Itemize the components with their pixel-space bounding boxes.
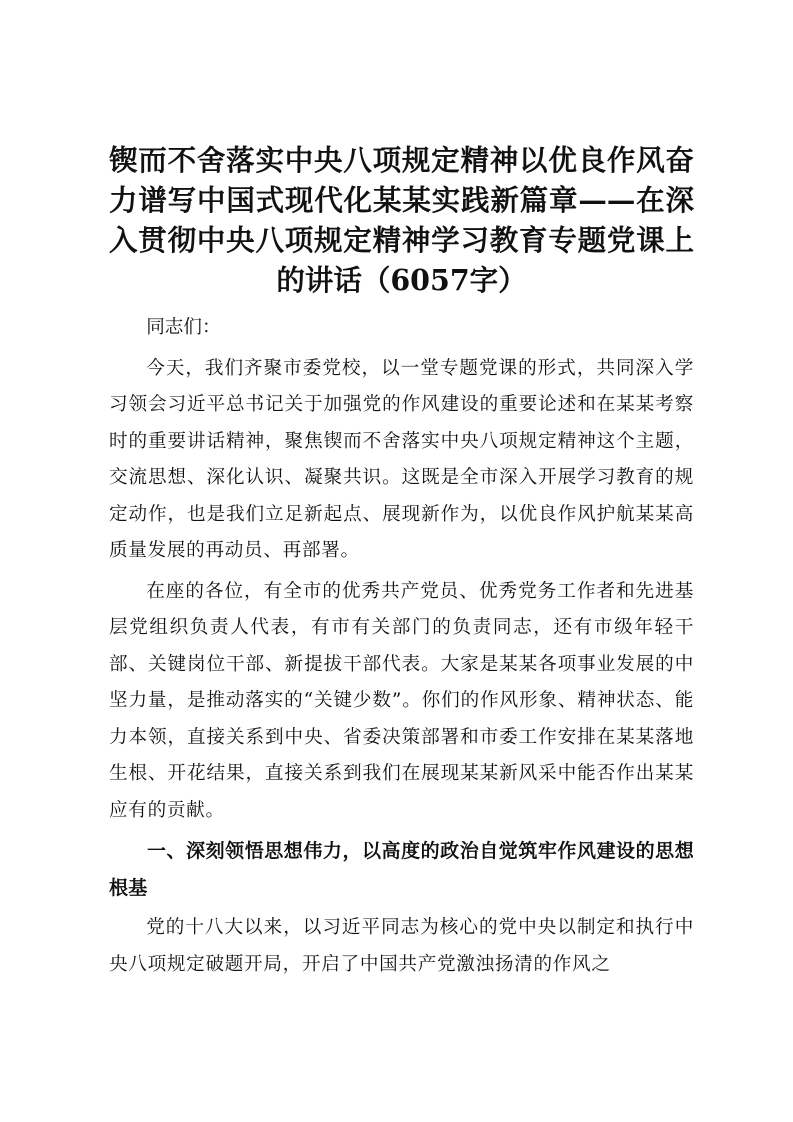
- section-paragraph-1: 党的十八大以来，以习近平同志为核心的党中央以制定和执行中央八项规定破题开局，开启了中国共产党激浊扬清的作风之: [109, 917, 694, 975]
- document-title: 锲而不舍落实中央八项规定精神以优良作风奋力谱写中国式现代化某某实践新篇章——在深入贯彻中央八项规定精神学习教育专题党课上的讲话（6057字）: [109, 143, 694, 297]
- section-heading-1: 一、深刻领悟思想伟力，以高度的政治自觉筑牢作风建设的思想根基: [109, 840, 694, 899]
- body-paragraph-1: 今天，我们齐聚市委党校，以一堂专题党课的形式，共同深入学习领会习近平总书记关于加强党的作风建设的重要论述和在某某考察时的重要讲话精神，聚焦锲而不舍落实中央八项规定精神这个主题，交流思想、深化认识、凝聚共识。这既是全市深入开展学习教育的规定动作，也是我们立足新起点、展现新作为，以优良作风护航某某高质量发展的再动员、再部署。: [109, 357, 694, 561]
- document-body: [109, 140, 694, 983]
- salutation: 同志们：: [146, 317, 221, 338]
- body-paragraph-2: 在座的各位，有全市的优秀共产党员、优秀党务工作者和先进基层党组织负责人代表，有市有关部门的负责同志，还有市级年轻干部、关键岗位干部、新提拔干部代表。大家是某某各项事业发展的中坚力量，是推动落实的“关键少数”。你们的作风形象、精神状态、能力本领，直接关系到中央、省委决策部署和市委工作安排在某某落地生根、开花结果，直接关系到我们在展现某某新风采中能否作出某某应有的贡献。: [109, 580, 694, 821]
